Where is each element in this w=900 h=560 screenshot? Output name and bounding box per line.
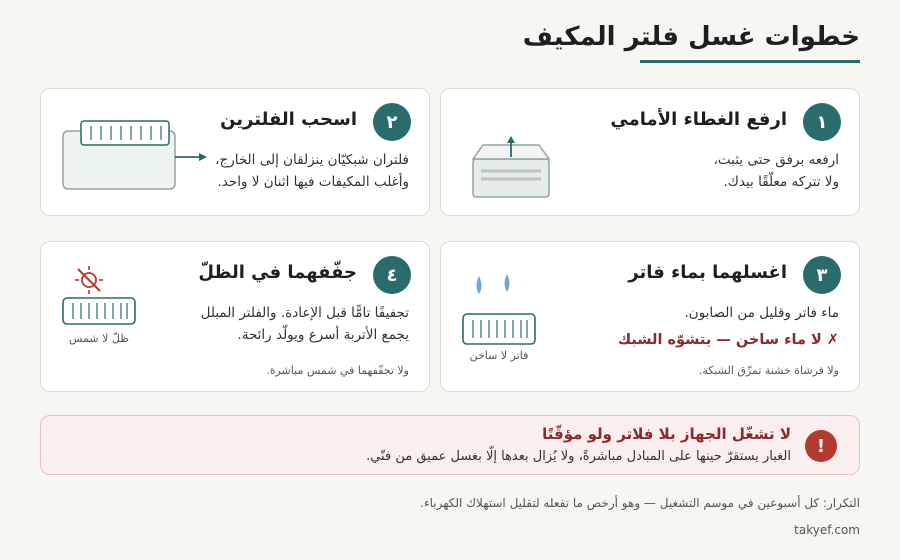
title-underline [640,60,860,63]
water-drops-icon [469,272,519,302]
step-description [594,149,839,194]
step-number-badge: ٣ [803,256,841,294]
step-line: ارفعه برفق حتى يثبت، [713,152,839,168]
step-title: اغسلهما بماء فاتر [628,262,787,283]
no-sun-icon [73,264,105,296]
illustration-caption: ظلّ لا شمس [69,332,129,345]
warning-alert [40,415,860,475]
exclamation-icon: ! [805,430,837,462]
step-card-1 [440,88,860,216]
page-title: خطوات غسل فلتر المكيف [522,22,860,52]
filter-icon [61,296,137,326]
step-note: ولا فرشاة خشنة تمزّق الشبكة. [698,364,839,377]
step-card-4 [40,241,430,392]
illustration-caption: فاتر لا ساخن [469,349,529,362]
step-title: اسحب الفلترين [220,109,357,130]
step-card-2 [40,88,430,216]
frequency-note: التكرار: كل أسبوعين في موسم التشغيل — وهو أرخص ما تفعله لتقليل استهلاك الكهرباء. [420,496,860,510]
step-title: جفّفهما في الظلّ [198,262,357,283]
step-line: يجمع الأتربة أسرع ويولّد رائحة. [237,327,409,344]
site-url: takyef.com [794,523,860,537]
step-description [179,302,409,347]
lift-cover-icon [461,133,561,203]
step-description: ماء فاتر وقليل من الصابون. [684,305,839,321]
filter-icon [461,312,537,346]
step-number-badge: ١ [803,103,841,141]
step-line: ولا تتركه معلّقًا بيدك. [723,174,839,191]
alert-title: لا تشغّل الجهاز بلا فلاتر ولو مؤقّتًا [542,425,791,443]
step-line: وأغلب المكيفات فيها اثنان لا واحد. [217,174,409,191]
step-note: ولا تجفّفهما في شمس مباشرة. [266,364,409,377]
step-card-3 [440,241,860,392]
alert-body: الغبار يستقرّ حينها على المبادل مباشرةً، ولا يُزال بعدها إلّا بغسل عميق من فنّي. [366,449,791,464]
pull-filter-icon [61,119,211,194]
step-title: ارفع الغطاء الأمامي [610,109,787,130]
hot-water-warning: ✗ لا ماء ساخن — يتشوّه الشبك [617,332,839,348]
step-line: فلتران شبكيّان ينزلقان إلى الخارج، [215,152,409,168]
step-description [179,149,409,194]
step-line: تجفيفًا تامًّا قبل الإعادة. والفلتر المبلل [200,305,409,321]
step-number-badge: ٤ [373,256,411,294]
step-number-badge: ٢ [373,103,411,141]
